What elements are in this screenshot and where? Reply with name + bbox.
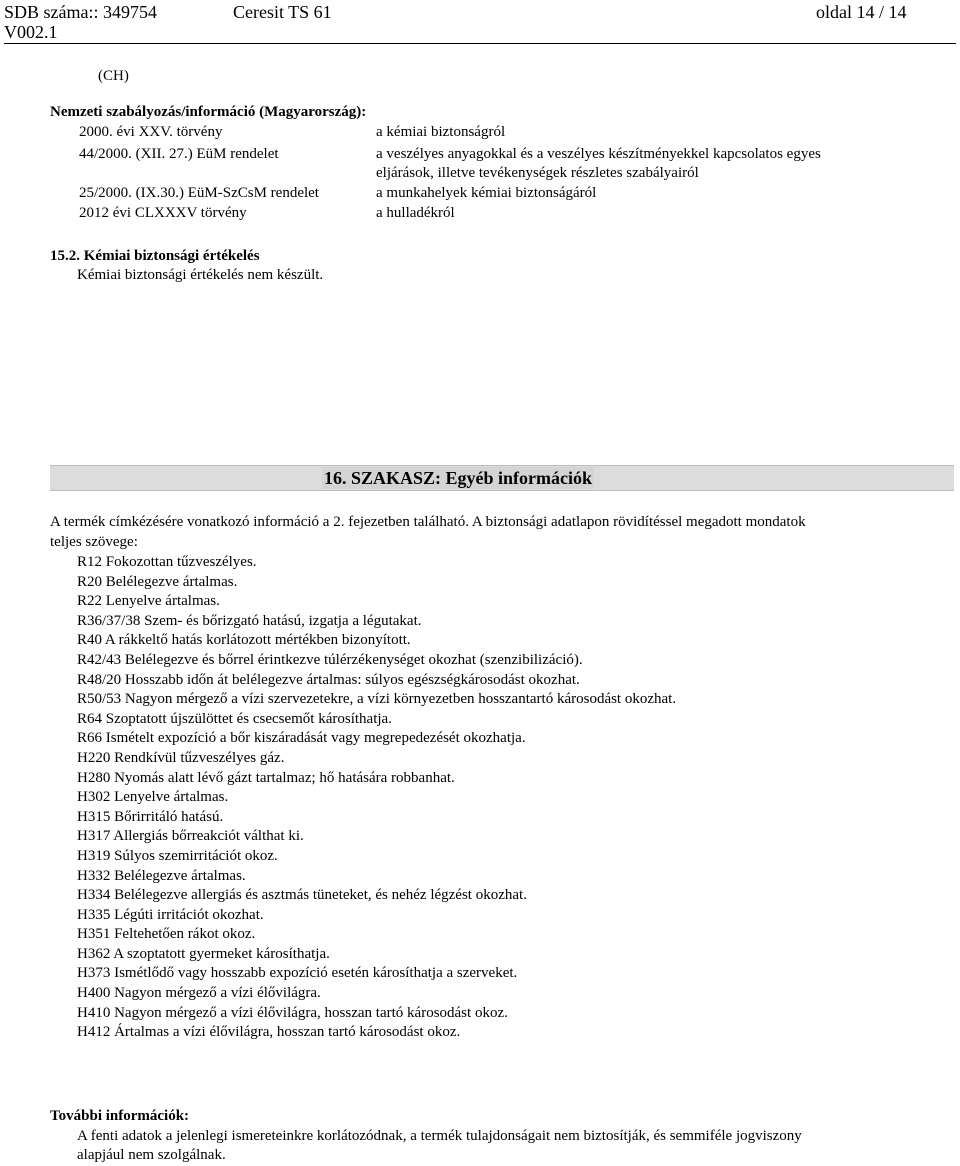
section-15-2-title: 15.2. Kémiai biztonsági értékelés: [50, 248, 260, 264]
phrase-item: R50/53 Nagyon mérgező a vízi szervezetekre, a vízi környezetben hosszantartó károsodást okozhat.: [77, 691, 677, 708]
phrase-item: R22 Lenyelve ártalmas.: [77, 593, 220, 610]
phrase-item: H373 Ismétlődő vagy hosszabb expozíció esetén károsíthatja a szerveket.: [77, 965, 518, 982]
phrase-item: R42/43 Belélegezve és bőrrel érintkezve túlérzékenységet okozhat (szenzibilizáció).: [77, 651, 583, 668]
law-reference: 25/2000. (IX.30.) EüM-SzCsM rendelet: [79, 185, 319, 201]
phrase-item: H220 Rendkívül tűzveszélyes gáz.: [77, 749, 285, 766]
phrase-item: H319 Súlyos szemirritációt okoz.: [77, 847, 278, 864]
law-description: a hulladékról: [376, 205, 455, 221]
national-regulation-title: Nemzeti szabályozás/információ (Magyarország):: [50, 104, 367, 120]
phrase-item: R40 A rákkeltő hatás korlátozott mértékben bizonyított.: [77, 632, 411, 649]
phrase-item: R36/37/38 Szem- és bőrizgató hatású, izgatja a légutakat.: [77, 612, 422, 629]
section-16-title: 16. SZAKASZ: Egyéb információk: [324, 468, 593, 488]
law-reference: 2000. évi XXV. törvény: [79, 124, 223, 140]
phrase-item: H302 Lenyelve ártalmas.: [77, 789, 229, 806]
phrase-item: H315 Bőrirritáló hatású.: [77, 808, 224, 825]
ch-label: (CH): [98, 68, 129, 84]
sdb-number: SDB száma:: 349754: [4, 2, 157, 22]
further-info-title: További információk:: [50, 1108, 190, 1124]
law-description: a munkahelyek kémiai biztonságáról: [376, 185, 597, 201]
version: V002.1: [4, 22, 58, 42]
phrase-item: H317 Allergiás bőrreakciót válthat ki.: [77, 828, 304, 845]
section-16-intro: A termék címkézésére vonatkozó információ a 2. fejezetben található. A biztonsági adatlapon rövidítéssel megadott mondatok: [50, 514, 806, 530]
law-reference: 44/2000. (XII. 27.) EüM rendelet: [79, 146, 279, 162]
further-info-text: A fenti adatok a jelenlegi ismereteinkre korlátozódnak, a termék tulajdonságait nem biztosítják, és semmiféle jogviszony: [77, 1128, 802, 1144]
phrase-list: [77, 553, 676, 1043]
phrase-item: R66 Ismételt expozíció a bőr kiszáradását vagy megrepedezését okozhatja.: [77, 730, 526, 747]
phrase-item: R12 Fokozottan tűzveszélyes.: [77, 554, 257, 570]
page-number: oldal 14 / 14: [816, 2, 907, 22]
phrase-item: H362 A szoptatott gyermeket károsíthatja.: [77, 945, 330, 962]
section-15-2-text: Kémiai biztonsági értékelés nem készült.: [77, 267, 324, 283]
phrase-item: R20 Belélegezve ártalmas.: [77, 573, 238, 590]
phrase-item: H332 Belélegezve ártalmas.: [77, 867, 246, 884]
phrase-item: H351 Feltehetően rákot okoz.: [77, 926, 256, 943]
law-description-continued: eljárások, illetve tevékenységek részletes szabályairól: [376, 165, 699, 181]
law-description: a kémiai biztonságról: [376, 124, 506, 140]
phrase-item: H334 Belélegezve allergiás és asztmás tüneteket, és nehéz légzést okozhat.: [77, 887, 527, 904]
phrase-item: H280 Nyomás alatt lévő gázt tartalmaz; hő hatására robbanhat.: [77, 769, 455, 786]
product-name: Ceresit TS 61: [233, 2, 332, 22]
phrase-item: R48/20 Hosszabb időn át belélegezve ártalmas: súlyos egészségkárosodást okozhat.: [77, 671, 580, 688]
law-description: a veszélyes anyagokkal és a veszélyes készítményekkel kapcsolatos egyes: [376, 146, 821, 162]
header-divider: [4, 43, 956, 44]
phrase-item: H412 Ártalmas a vízi élővilágra, hosszan tartó károsodást okoz.: [77, 1024, 461, 1041]
phrase-item: H410 Nagyon mérgező a vízi élővilágra, hosszan tartó károsodást okoz.: [77, 1004, 508, 1021]
further-info-text-continued: alapjául nem szolgálnak.: [77, 1147, 226, 1163]
phrase-item: H335 Légúti irritációt okozhat.: [77, 906, 264, 923]
phrase-item: H400 Nagyon mérgező a vízi élővilágra.: [77, 985, 321, 1002]
section-16-intro-continued: teljes szövege:: [50, 534, 138, 550]
phrase-item: R64 Szoptatott újszülöttet és csecsemőt károsíthatja.: [77, 710, 392, 727]
law-reference: 2012 évi CLXXXV törvény: [79, 205, 247, 221]
